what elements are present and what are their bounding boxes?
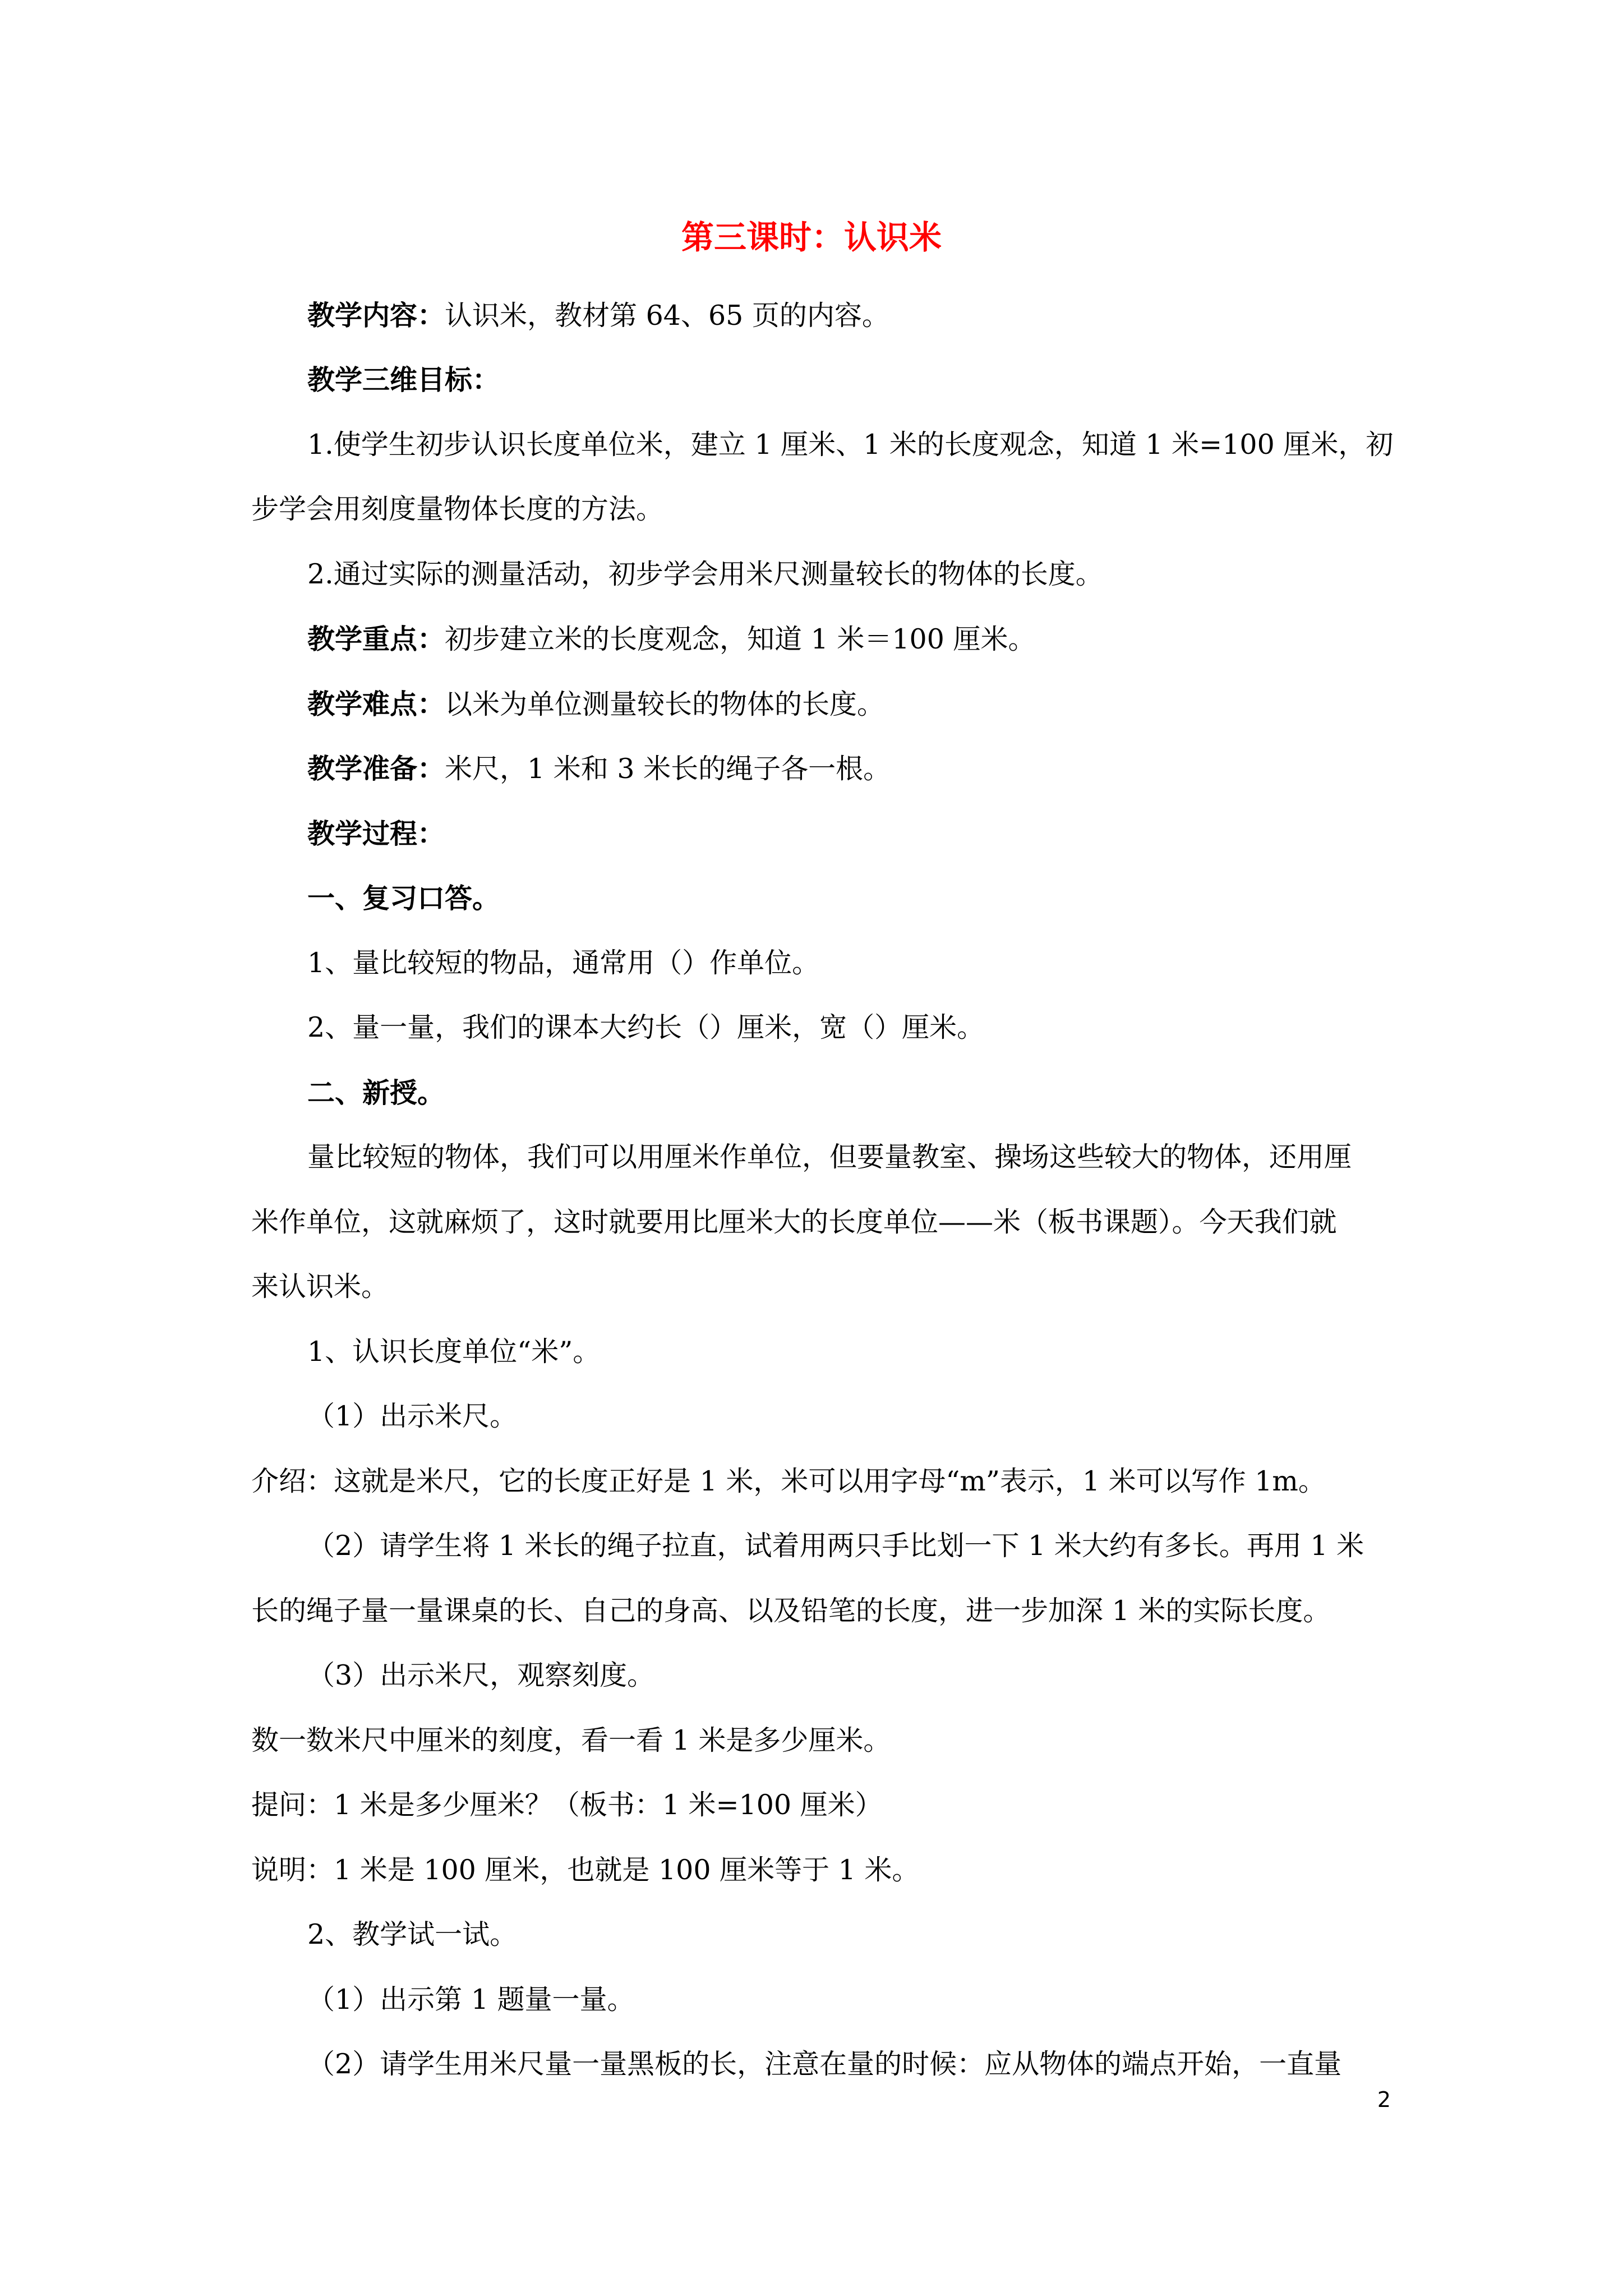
process-heading: 教学过程： bbox=[307, 817, 445, 850]
preparation-label: 教学准备： bbox=[307, 752, 445, 785]
difficulty-label: 教学难点： bbox=[307, 688, 445, 720]
step-1: 1、认识长度单位“米”。 bbox=[307, 1336, 601, 1368]
page-title: 第三课时：认识米 bbox=[681, 218, 942, 256]
section-1-heading: 一、复习口答。 bbox=[307, 882, 500, 914]
intro-line-1: 量比较短的物体，我们可以用厘米作单位，但要量教室、操场这些较大的物体，还用厘 bbox=[307, 1141, 1352, 1173]
key-point bbox=[307, 619, 1384, 659]
step-1-2-line-2: 长的绳子量一量课桌的长、自己的身高、以及铅笔的长度，进一步加深 1 米的实际长度。 bbox=[251, 1595, 1331, 1627]
step-1-3: （3）出示米尺，观察刻度。 bbox=[307, 1659, 655, 1691]
page-number: 2 bbox=[1377, 2087, 1391, 2112]
difficulty-text: 以米为单位测量较长的物体的长度。 bbox=[445, 688, 885, 720]
intro-line-3: 来认识米。 bbox=[251, 1271, 389, 1303]
goal-2: 2.通过实际的测量活动，初步学会用米尺测量较长的物体的长度。 bbox=[307, 558, 1103, 590]
review-item-1: 1、量比较短的物品，通常用（）作单位。 bbox=[307, 947, 820, 979]
goal-1-line-1: 1.使学生初步认识长度单位米，建立 1 厘米、1 米的长度观念，知道 1 米=100 厘米，初 bbox=[307, 429, 1394, 461]
explanation: 说明：1 米是 100 厘米，也就是 100 厘米等于 1 米。 bbox=[251, 1854, 920, 1886]
step-2-2: （2）请学生用米尺量一量黑板的长，注意在量的时候：应从物体的端点开始，一直量 bbox=[307, 2048, 1342, 2080]
preparation bbox=[307, 749, 1384, 789]
teaching-content bbox=[307, 296, 1384, 335]
step-2: 2、教学试一试。 bbox=[307, 1918, 518, 1950]
key-point-label: 教学重点： bbox=[307, 623, 445, 655]
teaching-content-text: 认识米，教材第 64、65 页的内容。 bbox=[445, 300, 889, 332]
difficulty bbox=[307, 684, 1384, 724]
step-1-1: （1）出示米尺。 bbox=[307, 1400, 518, 1432]
section-2-heading: 二、新授。 bbox=[307, 1076, 445, 1109]
step-2-1: （1）出示第 1 题量一量。 bbox=[307, 1984, 635, 2016]
count-instruction: 数一数米尺中厘米的刻度，看一看 1 米是多少厘米。 bbox=[251, 1724, 891, 1756]
goals-heading: 教学三维目标： bbox=[307, 364, 500, 396]
teaching-content-label: 教学内容： bbox=[307, 299, 445, 332]
goal-1-line-2: 步学会用刻度量物体长度的方法。 bbox=[251, 493, 664, 525]
review-item-2: 2、量一量，我们的课本大约长（）厘米，宽（）厘米。 bbox=[307, 1011, 985, 1043]
step-1-1-description: 介绍：这就是米尺，它的长度正好是 1 米，米可以用字母“m”表示，1 米可以写作 1m。 bbox=[251, 1465, 1326, 1497]
key-point-text: 初步建立米的长度观念，知道 1 米＝100 厘米。 bbox=[445, 623, 1036, 655]
intro-line-2: 米作单位，这就麻烦了，这时就要用比厘米大的长度单位——米（板书课题）。今天我们就 bbox=[251, 1206, 1337, 1238]
preparation-text: 米尺，1 米和 3 米长的绳子各一根。 bbox=[445, 753, 891, 785]
question: 提问：1 米是多少厘米？（板书：1 米=100 厘米） bbox=[251, 1789, 883, 1821]
step-1-2-line-1: （2）请学生将 1 米长的绳子拉直，试着用两只手比划一下 1 米大约有多长。再用 1 米 bbox=[307, 1530, 1364, 1562]
